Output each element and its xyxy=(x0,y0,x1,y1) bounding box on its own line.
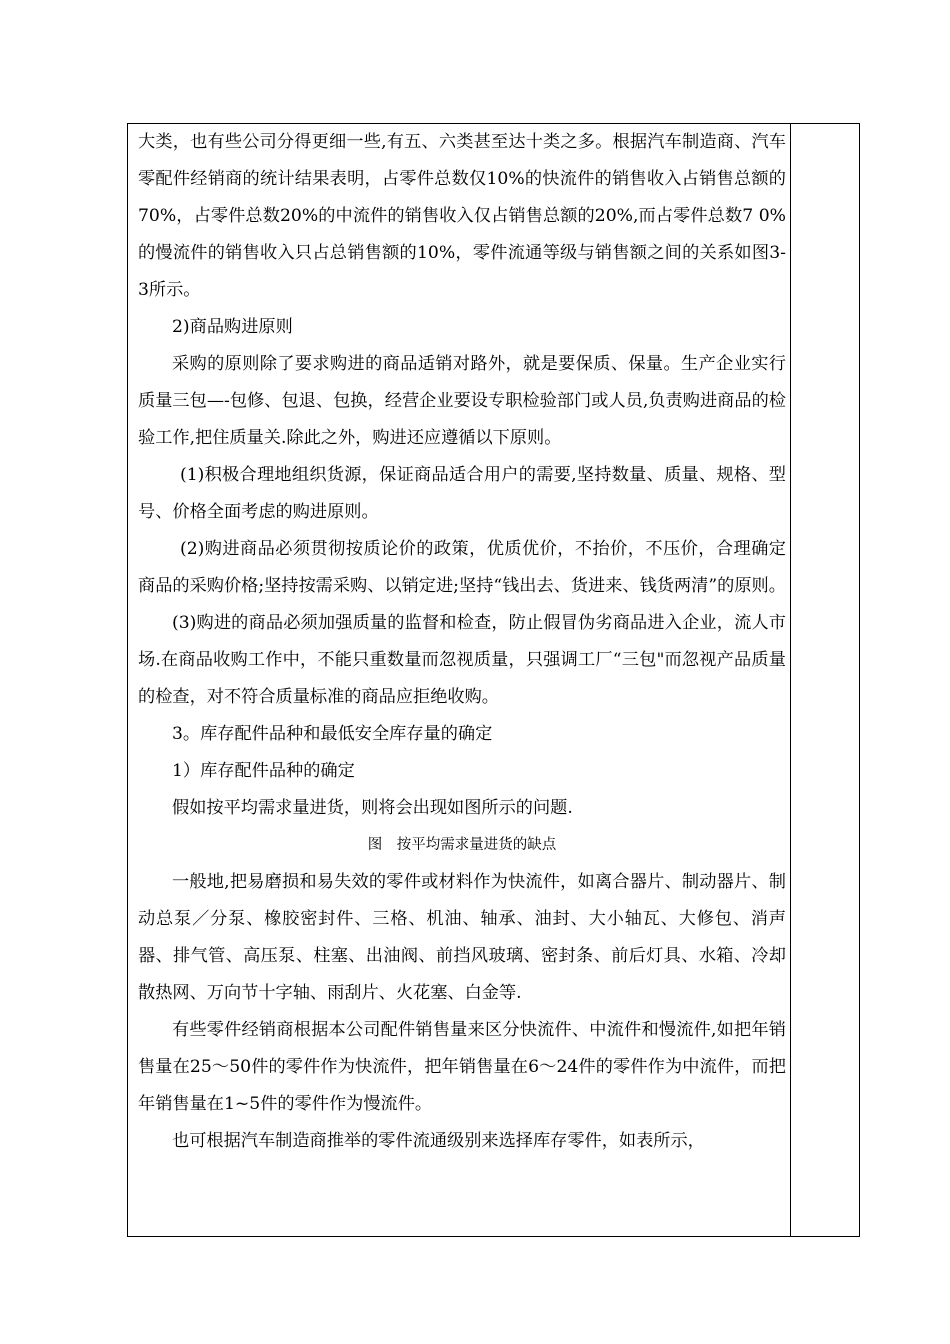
principle-item-1: (1)积极合理地组织货源，保证商品适合用户的需要,坚持数量、质量、规格、型号、价格全面考虑的购进原则。 xyxy=(138,465,786,522)
paragraph-purchase-quality: 采购的原则除了要求购进的商品适销对路外，就是要保质、保量。生产企业实行质量三包—-包修、包退、包换，经营企业要设专职检验部门或人员,负责购进商品的检验工作,把住质量关.除此之外，购进还应遵循以下原则。 xyxy=(138,354,786,448)
main-text-column xyxy=(138,124,786,1160)
paragraph-sales-volume-classes: 有些零件经销商根据本公司配件销售量来区分快流件、中流件和慢流件,如把年销售量在25～50件的零件作为快流件，把年销售量在6～24件的零件作为中流件，而把年销售量在1~5件的零件作为慢流件。 xyxy=(138,1020,786,1114)
paragraph-average-demand: 假如按平均需求量进货，则将会出现如图所示的问题. xyxy=(172,798,573,818)
paragraph-manufacturer-levels: 也可根据汽车制造商推举的零件流通级别来选择库存零件，如表所示， xyxy=(172,1131,705,1151)
heading-inventory-variety: 1）库存配件品种的确定 xyxy=(172,761,355,781)
column-divider xyxy=(790,124,791,1236)
principle-item-2: (2)购进商品必须贯彻按质论价的政策，优质优价，不抬价，不压价，合理确定商品的采购价格;坚持按需采购、以销定进;坚持“钱出去、货进来、钱货两清”的原则。 xyxy=(138,539,786,596)
heading-purchase-principles: 2)商品购进原则 xyxy=(172,317,293,337)
figure-caption: 图 按平均需求量进货的缺点 xyxy=(367,837,557,853)
principle-item-3: (3)购进的商品必须加强质量的监督和检查，防止假冒伪劣商品进入企业，流人市场.在商品收购工作中，不能只重数量而忽视质量，只强调工厂“三包"而忽视产品质量的检查，对不符合质量标准的商品应拒绝收购。 xyxy=(138,613,786,707)
paragraph-sales-statistics: 大类，也有些公司分得更细一些,有五、六类甚至达十类之多。根据汽车制造商、汽车零配件经销商的统计结果表明，占零件总数仅10%的快流件的销售收入占销售总额的70%，占零件总数20%的中流件的销售收入仅占销售总额的20%,而占零件总数7 0%的慢流件的销售收入只占总销售额的10%，零件流通等级与销售额之间的关系如图3-3所示。 xyxy=(138,132,786,300)
heading-inventory-section: 3。库存配件品种和最低安全库存量的确定 xyxy=(172,724,493,744)
paragraph-fast-moving-parts: 一般地,把易磨损和易失效的零件或材料作为快流件，如离合器片、制动器片、制动总泵／分泵、橡胶密封件、三格、机油、轴承、油封、大小轴瓦、大修包、消声器、排气管、高压泵、柱塞、出油阀、前挡风玻璃、密封条、前后灯具、水箱、冷却散热网、万向节十字轴、雨刮片、火花塞、白金等. xyxy=(138,872,786,1003)
document-table-frame xyxy=(127,123,860,1237)
